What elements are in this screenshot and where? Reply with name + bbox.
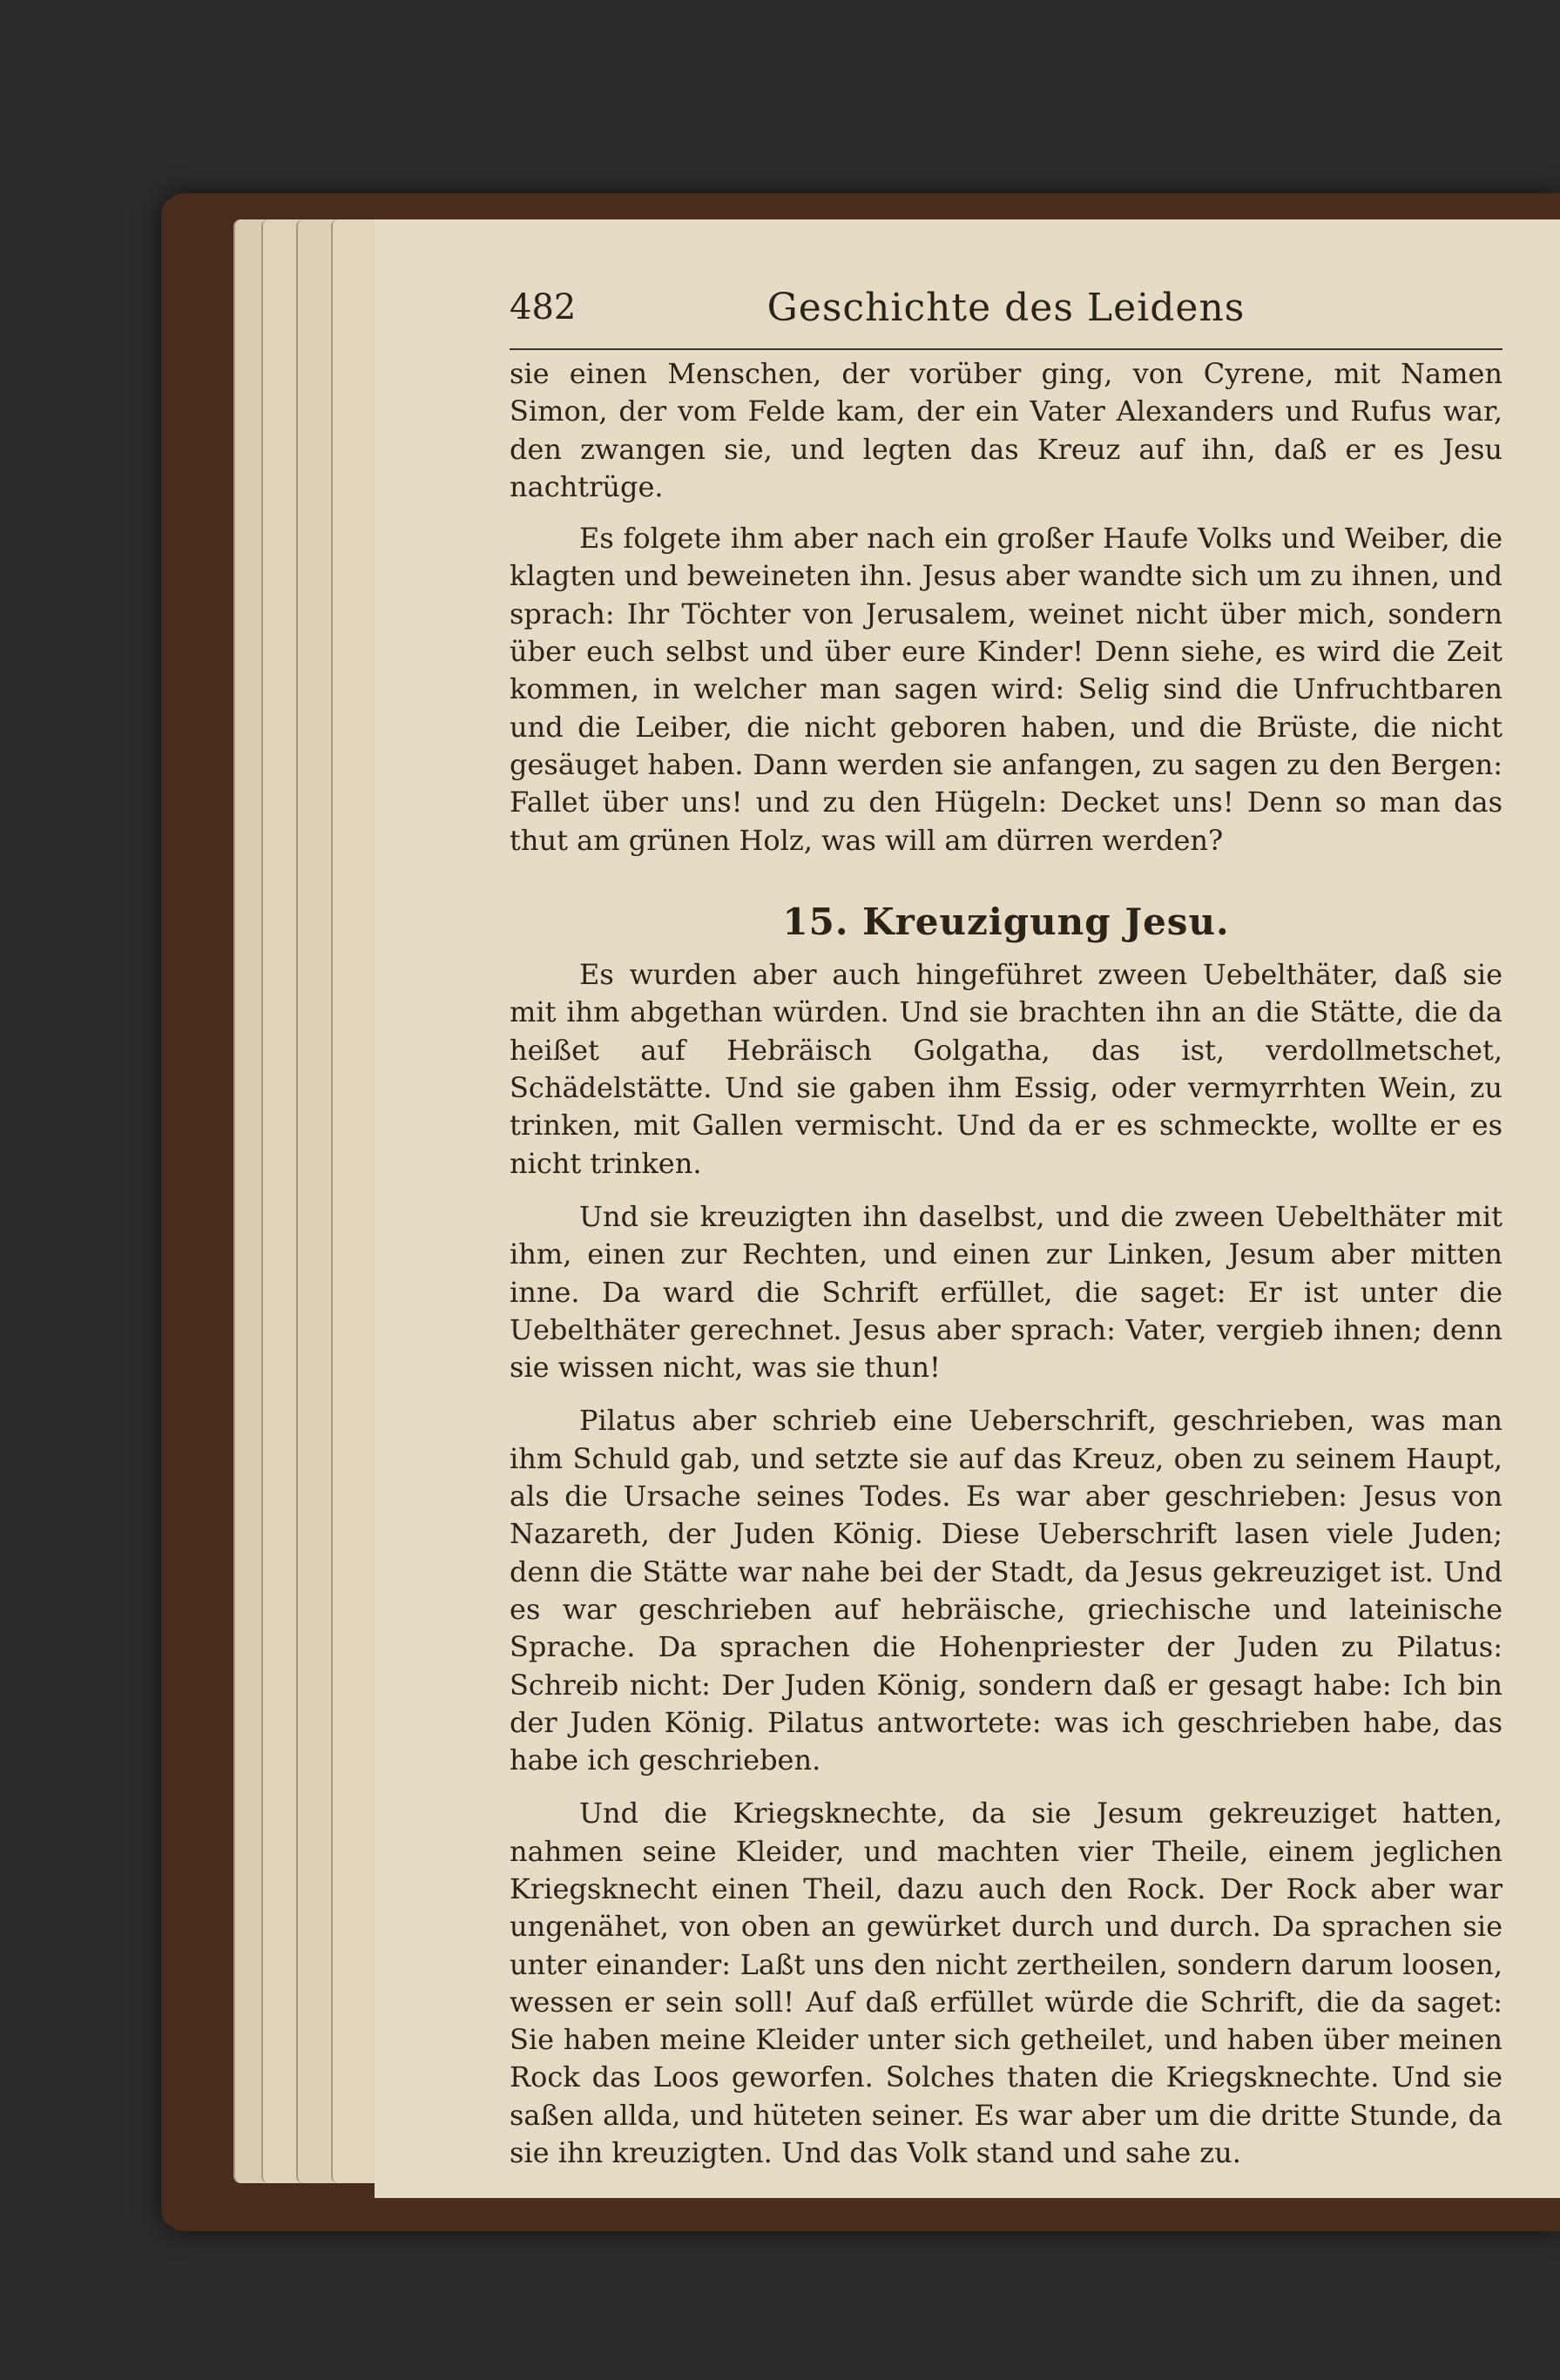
paragraph: Es folgete ihm aber nach ein großer Haufe Volks und Weiber, die klagten und beweineten ihn. Jesus aber wandte sich um zu ihnen, und sprach: Ihr Töchter von Jerusalem, weinet nicht über mich, sondern über euch selbst und über eure Kinder! Denn siehe, es wird die Zeit kommen, in welcher man sagen wird: Selig sind die Unfruchtbaren und die Leiber, die nicht geboren haben, und die Brüste, die nicht gesäuget haben. Dann werden sie anfangen, zu sagen zu den Bergen: Fallet über uns! und zu den Hügeln: Decket uns! Denn so man das thut am grünen Holz, was will am dürren werden? [510,522,1503,857]
running-head: Geschichte des Leidens [766,286,1246,330]
page-header [510,280,1503,341]
paragraph: Pilatus aber schrieb eine Ueberschrift, geschrieben, was man ihm Schuld gab, und setzte sie auf das Kreuz, oben zu seinem Haupt, als die Ursache seines Todes. Es war aber geschrieben: Jesus von Nazareth, der Juden König. Diese Ueberschrift lasen viele Juden; denn die Stätte war nahe bei der Stadt, da Jesus gekreuziget ist. Und es war geschrieben auf hebräische, griechische und lateinische Sprache. Da sprachen die Hohenpriester der Juden zu Pilatus: Schreib nicht: Der Juden König, sondern daß er gesagt habe: Ich bin der Juden König. Pilatus antwortete: was ich geschrieben habe, das habe ich geschrieben. [510,1404,1503,1777]
page-body [510,355,1503,2172]
paragraph: sie einen Menschen, der vorüber ging, von Cyrene, mit Namen Simon, der vom Felde kam, der ein Vater Alexanders und Rufus war, den zwangen sie, und legten das Kreuz auf ihn, daß er es Jesu nachtrüge. [510,357,1503,503]
paragraph: Und die Kriegsknechte, da sie Jesum gekreuziget hatten, nahmen seine Kleider, und machten vier Theile, einem jeglichen Kriegsknecht einen Theil, dazu auch den Rock. Der Rock aber war ungenähet, von oben an gewürket durch und durch. Da sprachen sie unter einander: Laßt uns den nicht zertheilen, sondern darum loosen, wessen er sein soll! Auf daß erfüllet würde die Schrift, die da saget: Sie haben meine Kleider unter sich getheilet, und haben über meinen Rock das Loos geworfen. Solches thaten die Kriegsknechte. Und sie saßen allda, und hüteten seiner. Es war aber um die dritte Stunde, da sie ihn kreuzigten. Und das Volk stand und sahe zu. [510,1797,1503,2170]
paragraph: Es wurden aber auch hingeführet zween Uebelthäter, daß sie mit ihm abgethan würden. Und sie brachten ihn an die Stätte, die da heißet auf Hebräisch Golgatha, das ist, verdollmetschet, Schädelstätte. Und sie gaben ihm Essig, oder vermyrrhten Wein, zu trinken, mit Gallen vermischt. Und da er es schmeckte, wollte er es nicht trinken. [510,958,1503,1180]
page-number: 482 [510,287,577,327]
book-page [375,219,1560,2198]
header-rule [510,348,1503,350]
paragraph: Und sie kreuzigten ihn daselbst, und die zween Uebelthäter mit ihm, einen zur Rechten, und einen zur Linken, Jesum aber mitten inne. Da ward die Schrift erfüllet, die saget: Er ist unter die Uebelthäter gerechnet. Jesus aber sprach: Vater, vergieb ihnen; denn sie wissen nicht, was sie thun! [510,1199,1503,1385]
section-title: 15. Kreuzigung Jesu. [782,900,1230,943]
